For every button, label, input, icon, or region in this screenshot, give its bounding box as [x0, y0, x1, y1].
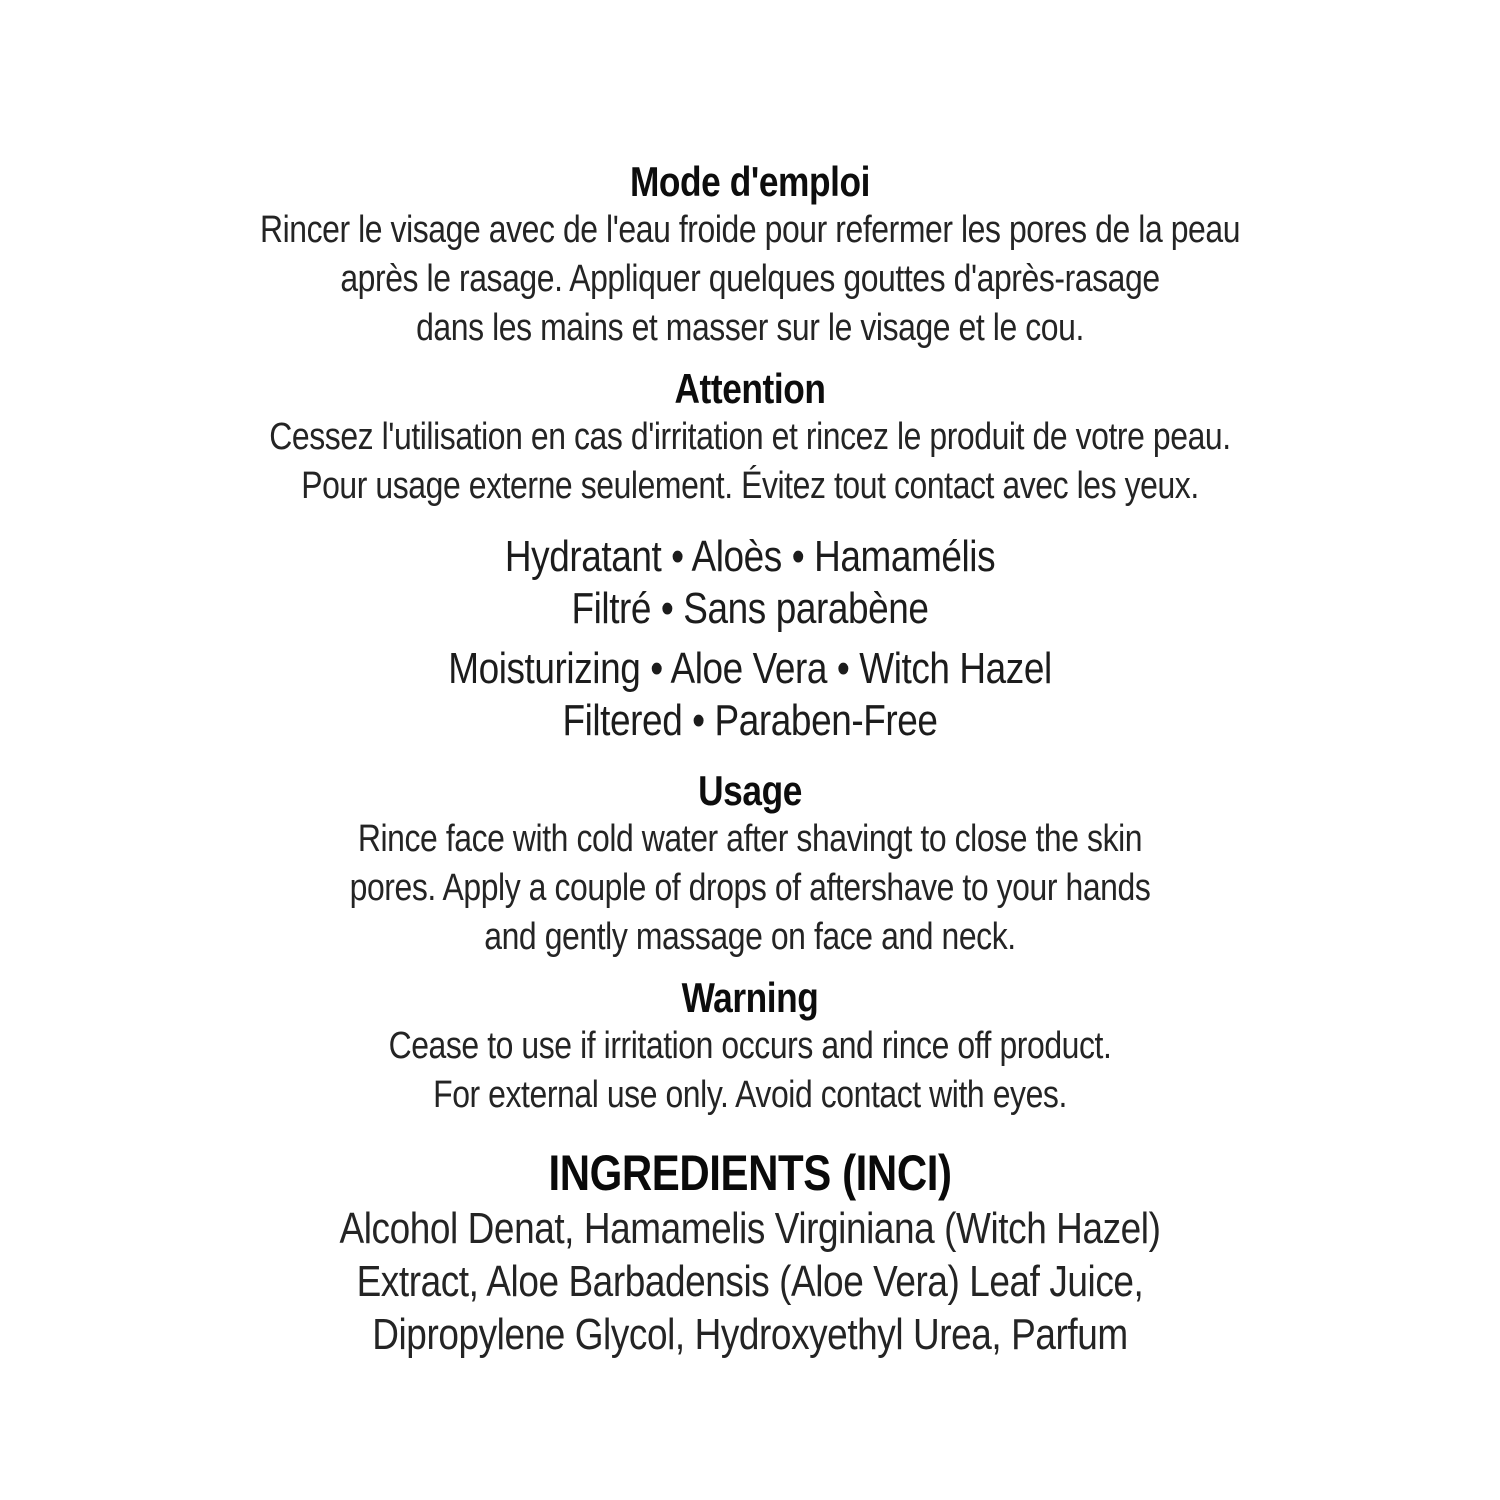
label-content [120, 0, 1380, 1500]
fr-directions-line: après le rasage. Appliquer quelques gouttes d'après-rasage [340, 258, 1160, 300]
features-fr-line: Hydratant • Aloès • Hamamélis [504, 532, 996, 581]
en-directions-line: Rince face with cold water after shavingt to close the skin [357, 818, 1143, 860]
features-fr-line: Filtré • Sans parabène [571, 584, 929, 633]
features-en-line: Filtered • Paraben-Free [562, 696, 938, 745]
fr-directions-line: dans les mains et masser sur le visage et le cou. [416, 307, 1084, 349]
fr-warning-heading: Attention [674, 365, 826, 412]
en-warning-heading: Warning [681, 974, 819, 1021]
ingredients-line: Alcohol Denat, Hamamelis Virginiana (Witch Hazel) [339, 1204, 1161, 1253]
fr-warning-line: Cessez l'utilisation en cas d'irritation et rincez le produit de votre peau. [269, 416, 1231, 458]
en-directions-heading: Usage [698, 767, 802, 814]
en-warning-line: Cease to use if irritation occurs and rince off product. [388, 1025, 1112, 1067]
fr-directions-heading: Mode d'emploi [629, 158, 871, 205]
features-en-line: Moisturizing • Aloe Vera • Witch Hazel [448, 644, 1052, 693]
fr-directions-line: Rincer le visage avec de l'eau froide pour refermer les pores de la peau [259, 209, 1241, 251]
en-directions-line: pores. Apply a couple of drops of aftershave to your hands [349, 867, 1151, 909]
en-warning-line: For external use only. Avoid contact with eyes. [433, 1074, 1067, 1116]
fr-warning-line: Pour usage externe seulement. Évitez tout contact avec les yeux. [301, 465, 1199, 507]
ingredients-line: Extract, Aloe Barbadensis (Aloe Vera) Leaf Juice, [356, 1257, 1144, 1306]
ingredients-heading: INGREDIENTS (INCI) [548, 1145, 952, 1201]
en-directions-line: and gently massage on face and neck. [484, 916, 1016, 958]
ingredients-line: Dipropylene Glycol, Hydroxyethyl Urea, Parfum [372, 1310, 1128, 1359]
